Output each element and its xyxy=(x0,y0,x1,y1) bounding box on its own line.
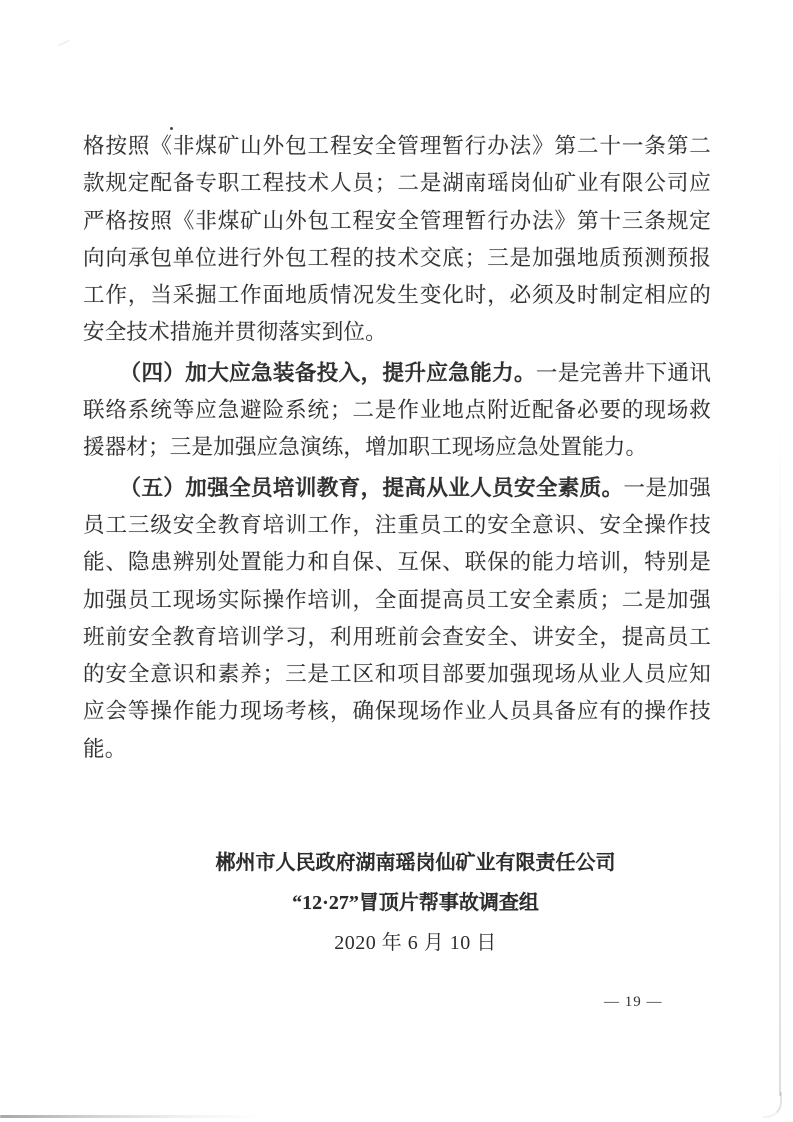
signature-block xyxy=(19,843,793,963)
paragraph-continuation xyxy=(83,128,711,352)
signature-organization-line: 郴州市人民政府湖南瑶岗仙矿业有限责任公司 xyxy=(215,852,616,874)
paragraph-item-4 xyxy=(83,355,711,467)
signature-date: 2020 年 6 月 10 日 xyxy=(334,932,497,954)
scan-page-edge-bottom xyxy=(0,1115,260,1118)
paragraph-text: 格按照《非煤矿山外包工程安全管理暂行办法》第二十一条第二款规定配备专职工程技术人员；二是湖南瑶岗仙矿业有限公司应严格按照《非煤矿山外包工程安全管理暂行办法》第十三条规定向向承包单位进行外包工程的技术交底；三是加强地质预测预报工作，当采掘工作面地质情况发生变化时，必须及时制定相应的安全技术措施并贯彻落实到位。 xyxy=(83,134,711,345)
paragraph-lead: （五）加强全员培训教育，提高从业人员安全素质。 xyxy=(119,475,624,500)
paragraph-text: 一是加强员工三级安全教育培训工作，注重员工的安全意识、安全操作技能、隐患辨别处置能力和自保、互保、联保的能力培训，特别是加强员工现场实际操作培训，全面提高员工安全素质；二是加强班前安全教育培训学习，利用班前会查安全、讲安全，提高员工的安全意识和素养；三是工区和项目部要加强现场从业人员应知应会等操作能力现场考核，确保现场作业人员具备应有的操作技能。 xyxy=(83,475,711,761)
document-body xyxy=(83,128,711,768)
scan-page-edge-corner xyxy=(763,1092,782,1118)
signature-investigation-group-line: “12·27”冒顶片帮事故调查组 xyxy=(292,892,539,914)
paragraph-text: 一是完善井下通讯联络系统等应急避险系统；二是作业地点附近配备必要的现场救援器材；三是加强应急演练，增加职工现场应急处置能力。 xyxy=(83,360,711,460)
paragraph-item-5 xyxy=(83,470,711,768)
page-number: — 19 — xyxy=(604,994,663,1010)
scan-smudge-artifact xyxy=(58,40,70,47)
paragraph-lead: （四）加大应急装备投入，提升应急能力。 xyxy=(119,360,536,385)
scan-dot-artifact xyxy=(170,127,173,130)
scan-page-edge-right xyxy=(779,420,781,1096)
